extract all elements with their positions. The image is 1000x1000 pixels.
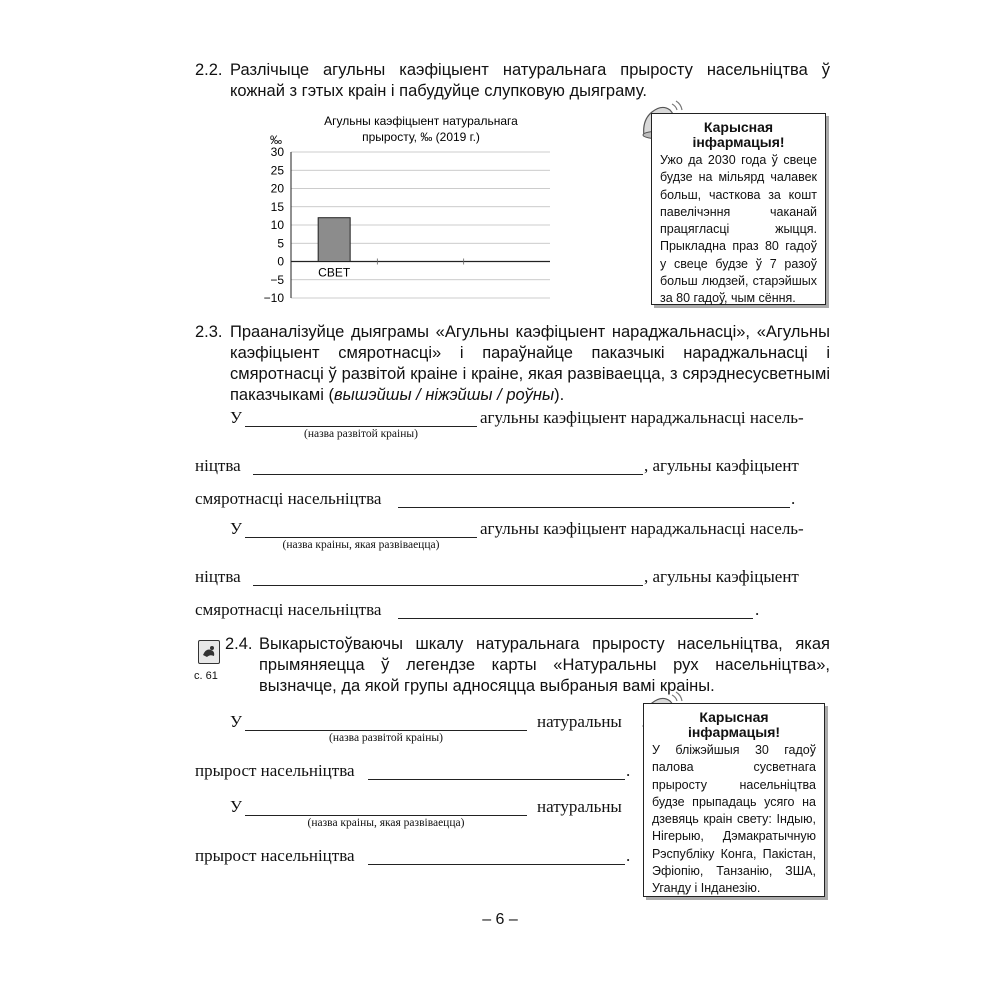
caption-developed-2: (назва развітой краіны) bbox=[329, 732, 443, 744]
chart-ytick-label: 20 bbox=[270, 181, 284, 196]
developing-birth-rate-blank[interactable] bbox=[253, 585, 643, 586]
fill-2-4-developing-row bbox=[195, 797, 635, 819]
chart-ytick-label: −5 bbox=[270, 272, 284, 287]
task-2-4-text: Выкарыстоўваючы шкалу натуральнага прыросту насельніцтва, якая прымяняецца ў легендзе карты «Натуральны рух насельніцтва», вызначце, да якой групы адносяцца выбраныя вамі краіны. bbox=[259, 635, 830, 695]
info-box-2-text: У бліжэйшыя 30 гадоў палова сусветнага прыросту насельніцтва будзе прыпадаць усяго на дзевяць краін свету: Індыю, Нігерыю, Дэмакратычную Рэспубліку Конга, Пакістан, Эфіопію, Танзанію, ЗША, Уганду і Інданезію. bbox=[652, 743, 816, 896]
fill-2-3-death-coeff-2: , агульны каэфіцыент bbox=[644, 567, 799, 586]
info-box-1 bbox=[651, 113, 826, 305]
page-reference: с. 61 bbox=[194, 670, 218, 682]
developing-country-blank[interactable] bbox=[245, 537, 477, 538]
task-2-3-number: 2.3. bbox=[195, 323, 223, 341]
fill-2-4-u-2: У bbox=[230, 797, 243, 816]
fill-2-4-dot-1: . bbox=[626, 761, 631, 780]
task-2-3-options: вышэйшы / ніжэйшы / роўны bbox=[334, 386, 555, 404]
caption-developing-2: (назва краіны, якая развіваецца) bbox=[307, 817, 465, 829]
info-box-1-text: Ужо да 2030 года ў свеце будзе на мільярд чалавек больш, часткова за кошт павелічэння чаканай працягласці жыцця. Прыкладна праз 80 гадоў у свеце будзе ў 7 разоў больш людзей, старэйшых за 80 гадоў, чым сёння. bbox=[660, 153, 817, 306]
task-2-3-text bbox=[195, 322, 830, 406]
info-box-2-title-line1: Карысная bbox=[699, 709, 769, 725]
info-box-2-title bbox=[652, 710, 816, 740]
info-box-1-title bbox=[660, 120, 817, 150]
task-2-4-number: 2.4. bbox=[225, 635, 253, 653]
fill-2-4-natural-2: натуральны bbox=[537, 797, 622, 816]
chart-ytick-label: 0 bbox=[277, 254, 284, 269]
chart-ytick-label: −10 bbox=[263, 291, 284, 305]
fill-2-4-developed-row bbox=[195, 712, 635, 734]
fill-2-3-death-row-1 bbox=[195, 489, 830, 511]
chart-ytick-labels bbox=[264, 145, 285, 305]
developed-country-blank[interactable] bbox=[245, 426, 477, 427]
task-2-4 bbox=[225, 634, 830, 697]
fill-2-3-death-pop-1: смяротнасці насельніцтва bbox=[195, 489, 382, 508]
developed-growth-blank[interactable] bbox=[368, 779, 625, 780]
chart-title-line2: прыросту, ‰ (2019 г.) bbox=[362, 130, 480, 144]
developed-death-rate-blank[interactable] bbox=[398, 507, 790, 508]
fill-2-3-pop-row-1 bbox=[195, 456, 830, 478]
fill-2-4-growth-row-1 bbox=[195, 761, 635, 783]
fill-2-4-growth-2: прырост насельніцтва bbox=[195, 846, 355, 865]
task-2-3-text-end: ). bbox=[554, 386, 565, 404]
developed-birth-rate-blank[interactable] bbox=[253, 474, 643, 475]
chart-category-labels bbox=[318, 266, 351, 280]
developing-country-blank-2[interactable] bbox=[245, 815, 527, 816]
fill-2-4-growth-row-2 bbox=[195, 846, 635, 868]
fill-2-3-dot-2: . bbox=[755, 600, 760, 619]
chart-ytick-label: 30 bbox=[270, 145, 284, 159]
task-2-2-number: 2.2. bbox=[195, 61, 223, 79]
fill-2-3-pop-2: ніцтва bbox=[195, 567, 241, 586]
caption-developing-1: (назва краіны, якая развіваецца) bbox=[282, 539, 440, 551]
developing-growth-blank[interactable] bbox=[368, 864, 625, 865]
info-box-1-title-line1: Карысная bbox=[703, 119, 774, 135]
fill-2-3-dot-1: . bbox=[791, 489, 796, 508]
fill-2-3-developed-row bbox=[195, 408, 830, 430]
fill-2-4-u-1: У bbox=[230, 712, 243, 731]
task-2-2 bbox=[195, 60, 830, 102]
natural-growth-chart bbox=[255, 108, 565, 308]
task-2-2-text: Разлічыце агульны каэфіцыент натуральнага прыросту насельніцтва ў кожнай з гэтых краін і пабудуйце слупковую дыяграму. bbox=[230, 61, 830, 100]
fill-2-3-pop-row-2 bbox=[195, 567, 830, 589]
info-box-2-title-line2: інфармацыя! bbox=[687, 724, 781, 740]
task-2-3 bbox=[195, 322, 830, 406]
chart-ytick-label: 10 bbox=[270, 218, 284, 232]
fill-2-4-growth-1: прырост насельніцтва bbox=[195, 761, 355, 780]
page-number: – 6 – bbox=[482, 911, 518, 928]
chart-category-label: СВЕТ bbox=[318, 265, 351, 280]
developed-country-blank-2[interactable] bbox=[245, 730, 527, 731]
fill-2-3-death-row-2 bbox=[195, 600, 830, 622]
chart-ytick-label: 25 bbox=[270, 163, 284, 178]
fill-2-4-natural-1: натуральны bbox=[537, 712, 622, 731]
caption-developed-1: (назва развітой краіны) bbox=[304, 428, 418, 440]
chart-ytick-label: 5 bbox=[277, 236, 284, 251]
info-box-2 bbox=[643, 703, 825, 897]
fill-2-3-death-coeff-1: , агульны каэфіцыент bbox=[644, 456, 799, 475]
task-2-3-text-main: Прааналізуйце дыяграмы «Агульны каэфіцыент нараджальнасці», «Агульны каэфіцыент смяротнасці» і параўнайце паказчыкі нараджальнасці і смяротнасці ў развітой краіне і краіне, якая развіваецца, з сярэднесусветнымі паказчыкамі ( bbox=[230, 323, 830, 404]
info-box-1-title-line2: інфармацыя! bbox=[692, 134, 785, 150]
chart-ylabel: ‰ bbox=[270, 133, 282, 147]
fill-2-3-u-1: У bbox=[230, 408, 243, 427]
fill-2-3-birth-2: агульны каэфіцыент нараджальнасці насель- bbox=[480, 519, 804, 538]
fill-2-3-pop-1: ніцтва bbox=[195, 456, 241, 475]
chart-ytick-label: 15 bbox=[270, 199, 284, 214]
fill-2-3-death-pop-2: смяротнасці насельніцтва bbox=[195, 600, 382, 619]
developing-death-rate-blank[interactable] bbox=[398, 618, 753, 619]
fill-2-3-birth-1: агульны каэфіцыент нараджальнасці насель- bbox=[480, 408, 804, 427]
chart-bar bbox=[318, 218, 350, 262]
fill-2-3-developing-row bbox=[195, 519, 830, 541]
fill-2-3-u-2: У bbox=[230, 519, 243, 538]
atlas-book-icon bbox=[198, 640, 220, 664]
fill-2-4-dot-2: . bbox=[626, 846, 631, 865]
chart-title-line1: Агульны каэфіцыент натуральнага bbox=[324, 114, 518, 128]
